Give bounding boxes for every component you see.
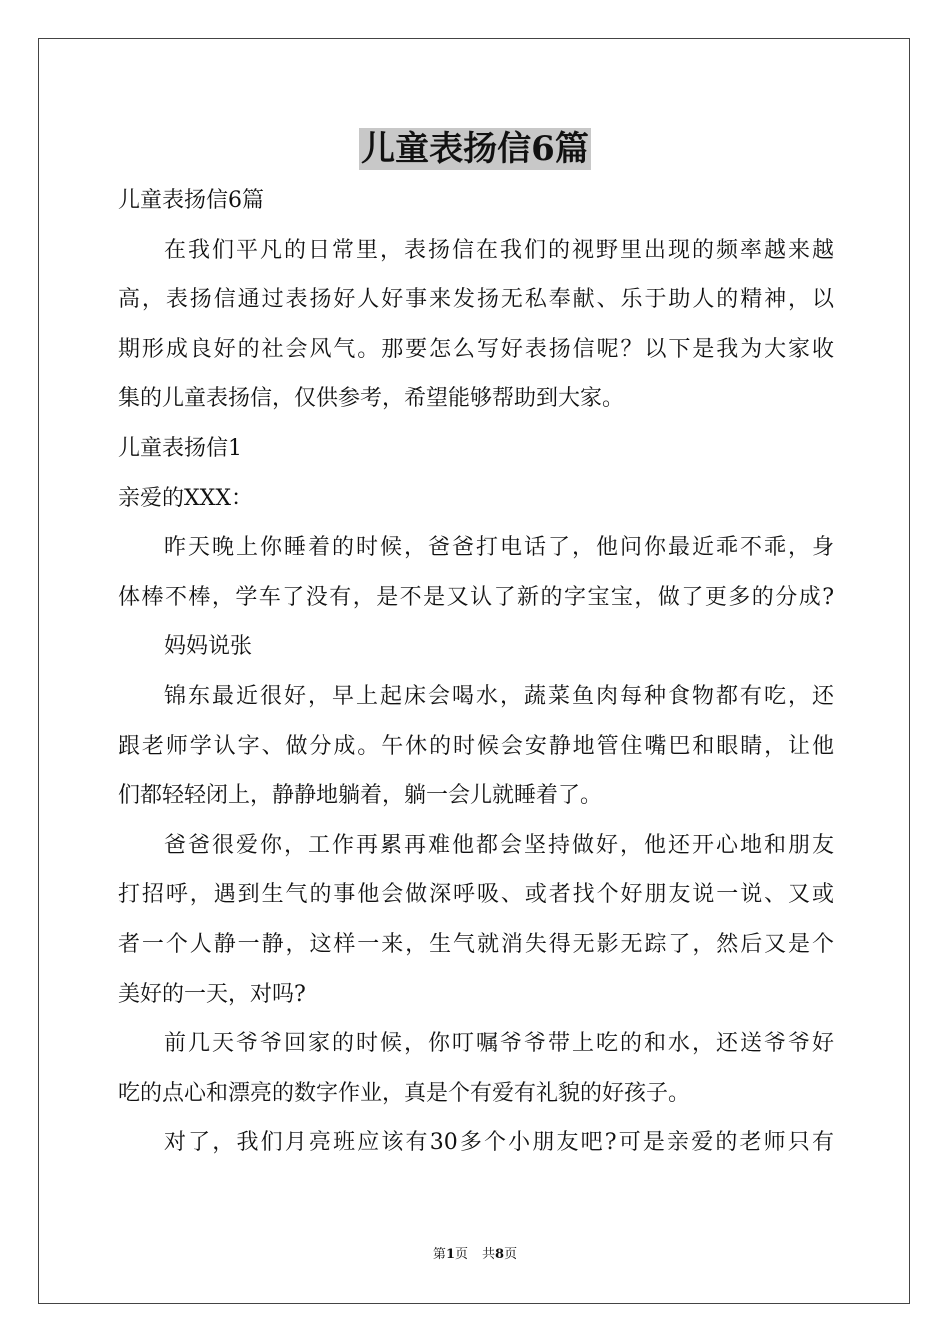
footer-page-suffix: 页 <box>454 1247 468 1262</box>
text-line: 昨天晚上你睡着的时候，爸爸打电话了，他问你最近乖不乖，身 <box>164 535 834 561</box>
text-line: 高，表扬信通过表扬好人好事来发扬无私奉献、乐于助人的精神，以 <box>118 287 834 313</box>
text-line: 妈妈说张 <box>164 634 253 660</box>
footer-total-pages: 8 <box>495 1247 505 1262</box>
text-line: 期形成良好的社会风气。那要怎么写好表扬信呢？以下是我为大家收 <box>118 336 834 362</box>
text-line: 爸爸很爱你，工作再累再难他都会坚持做好，他还开心地和朋友 <box>164 832 834 858</box>
footer-page-prefix: 第 <box>432 1247 446 1262</box>
text-line: 儿童表扬信1 <box>118 435 242 461</box>
text-line: 在我们平凡的日常里，表扬信在我们的视野里出现的频率越来越 <box>164 237 834 263</box>
text-line: 体棒不棒，学车了没有，是不是又认了新的字宝宝，做了更多的分成? <box>118 584 834 610</box>
text-line: 吃的点心和漂亮的数字作业，真是个有爱有礼貌的好孩子。 <box>118 1080 691 1106</box>
text-line: 者一个人静一静，这样一来，生气就消失得无影无踪了，然后又是个 <box>118 931 834 957</box>
document-body <box>118 176 834 1168</box>
text-line: 对了，我们月亮班应该有30多个小朋友吧?可是亲爱的老师只有 <box>164 1130 834 1156</box>
text-line: 集的儿童表扬信，仅供参考，希望能够帮助到大家。 <box>118 386 625 412</box>
text-line: 打招呼，遇到生气的事他会做深呼吸、或者找个好朋友说一说、又或 <box>118 882 834 908</box>
text-line: 们都轻轻闭上，静静地躺着，躺一会儿就睡着了。 <box>118 783 603 809</box>
text-line: 儿童表扬信6篇 <box>118 188 264 213</box>
text-line: 美好的一天，对吗? <box>118 981 306 1007</box>
text-line: 亲爱的XXX： <box>118 485 253 511</box>
text-line: 前几天爷爷回家的时候，你叮嘱爷爷带上吃的和水，还送爷爷好 <box>164 1031 834 1057</box>
page-footer <box>0 1246 950 1264</box>
footer-total-suffix: 页 <box>504 1247 518 1262</box>
document-title: 儿童表扬信6篇 <box>361 129 589 169</box>
title-container <box>0 128 950 170</box>
text-line: 跟老师学认字、做分成。午休的时候会安静地管住嘴巴和眼睛，让他 <box>118 733 834 759</box>
footer-page-number: 1 <box>445 1247 455 1262</box>
footer-total-prefix: 共 <box>482 1247 496 1262</box>
text-line: 锦东最近很好，早上起床会喝水，蔬菜鱼肉每种食物都有吃，还 <box>164 683 834 709</box>
